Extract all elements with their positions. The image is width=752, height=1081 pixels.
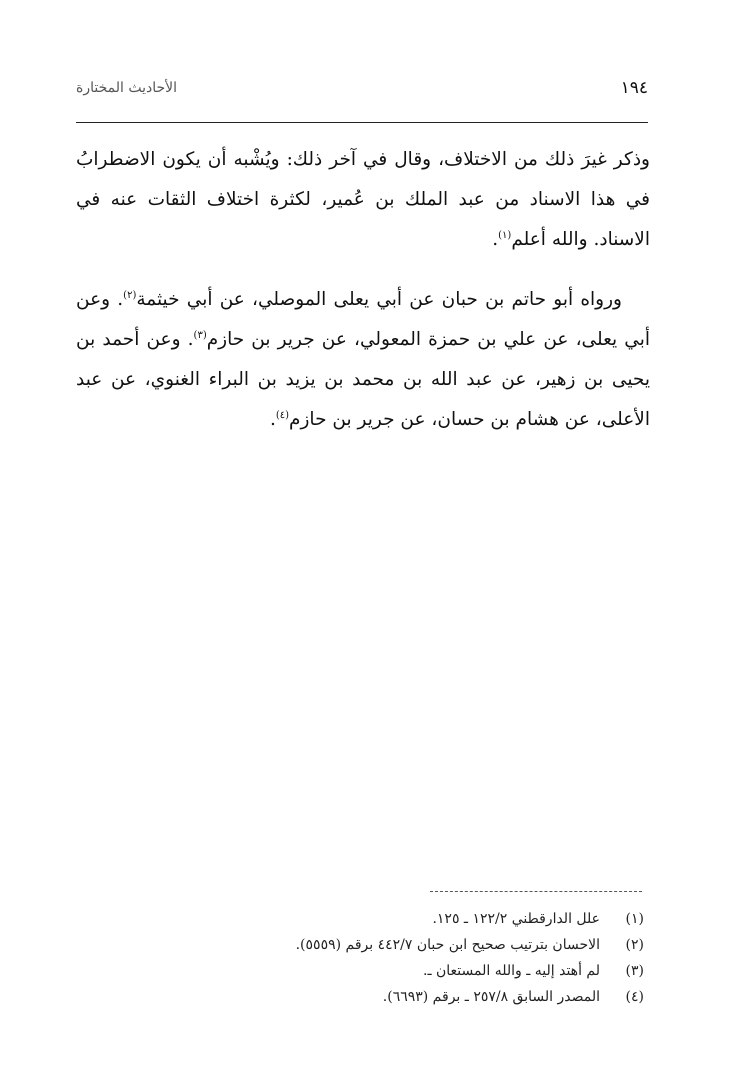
footnote-divider [430,891,642,892]
footnote-text: علل الدارقطني ١٢٢/٢ ـ ١٢٥. [432,911,600,927]
footnote-item [76,958,644,984]
paragraph-2-segment-2: . وعن أبي يعلى، عن علي بن حمزة المعولي، عن جرير بن حازم [76,289,651,350]
footnote-number: (٢) [625,937,644,953]
paragraph-2-segment-3: . وعن أحمد بن يحيى بن زهير، عن عبد الله بن محمد بن يزيد بن البراء الغنوي، عن عبد الأعلى، عن هشام بن حسان، عن جرير بن حازم [76,329,650,430]
paragraph-1: وذكر غيرَ ذلك من الاختلاف، وقال في آخر ذلك: ويُشْبه أن يكون الاضطرابُ في هذا الاسناد من عبد الملك بن عُمير، لكثرة اختلاف الثقات عنه في الاسناد. والله أعلم$^{(١)}$. [76,149,650,250]
paragraph-1-text: وذكر غيرَ ذلك من الاختلاف، وقال في آخر ذلك: ويُشْبه أن يكون الاضطرابُ في هذا الاسناد من عبد الملك بن عُمير، لكثرة اختلاف الثقات عنه في الاسناد. والله أعلم [76,149,650,250]
paragraph-2-segment-1: ورواه أبو حاتم بن حبان عن أبي يعلى الموصلي، عن أبي خيثمة [136,289,622,310]
footnote-number: (٤) [625,989,644,1005]
header-divider [76,122,648,123]
footnote-ref-4: (٤) [275,409,290,421]
paragraph-2-end: . [269,409,276,430]
footnote-item [76,906,644,932]
main-text [76,140,650,440]
footnote-number: (٣) [625,963,644,979]
footnote-ref-2: (٢) [123,289,137,301]
footnotes-list [76,906,644,1010]
footnote-item [76,932,644,958]
footnote-text: الاحسان بترتيب صحيح ابن حبان ٤٤٢/٧ برقم (٥٥٥٩). [295,937,600,953]
page-header [76,78,648,104]
footnote-ref-1: (١) [498,229,512,241]
running-title: الأحاديث المختارة [76,80,177,96]
footnote-ref-3: (٣) [193,329,207,341]
page-number: ١٩٤ [620,78,648,98]
footnote-item [76,984,644,1010]
paragraph-2 [76,280,650,440]
footnote-text: لم أهتد إليه ـ والله المستعان ـ. [423,963,600,979]
footnote-number: (١) [625,911,644,927]
footnote-text: المصدر السابق ٢٥٧/٨ ـ برقم (٦٦٩٣). [382,989,600,1005]
